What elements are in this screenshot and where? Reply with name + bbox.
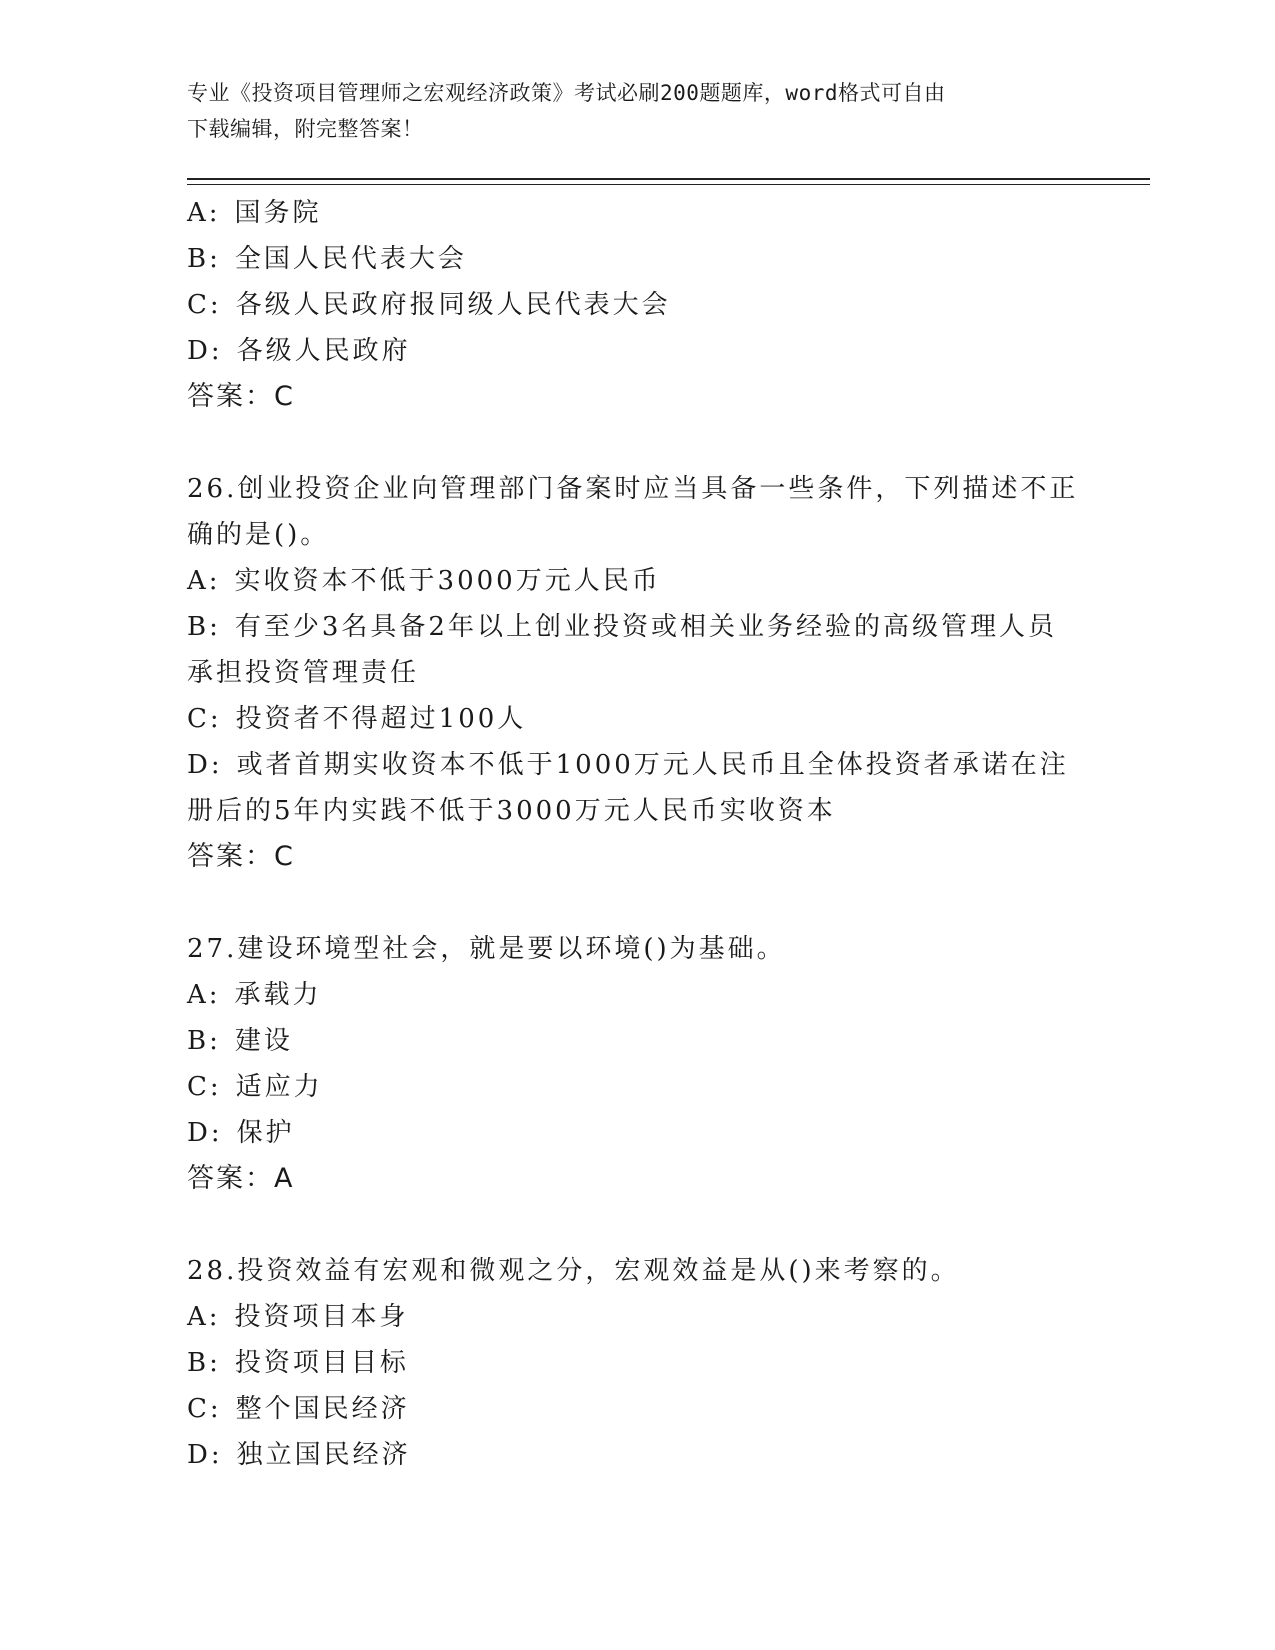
option-d-cont: 册后的5年内实践不低于3000万元人民币实收资本 <box>187 796 836 826</box>
spacer <box>187 880 1087 926</box>
option-d: D: 保护 <box>187 1118 295 1148</box>
answer-line: 答案：C <box>187 381 295 412</box>
header-line-1: 专业《投资项目管理师之宏观经济政策》考试必刷200题题库，word格式可自由 <box>187 81 946 105</box>
question-25-block <box>187 190 1087 420</box>
question-stem-cont: 确的是()。 <box>187 520 330 550</box>
question-stem: 26.创业投资企业向管理部门备案时应当具备一些条件，下列描述不正 <box>187 474 1079 504</box>
answer-line: 答案：C <box>187 841 295 872</box>
option-b-cont: 承担投资管理责任 <box>187 658 420 688</box>
option-a: A: 国务院 <box>187 198 322 228</box>
option-d: D: 独立国民经济 <box>187 1440 411 1470</box>
header-line-2: 下载编辑，附完整答案！ <box>187 117 424 141</box>
spacer <box>187 1202 1087 1248</box>
spacer <box>187 420 1087 466</box>
question-26-block <box>187 466 1087 880</box>
question-28-block <box>187 1248 1087 1478</box>
option-a: A: 投资项目本身 <box>187 1302 409 1332</box>
header-rule-thin <box>187 184 1150 185</box>
header-rule-thick <box>187 178 1150 180</box>
option-c: C: 整个国民经济 <box>187 1394 410 1424</box>
option-b: B: 投资项目目标 <box>187 1348 409 1378</box>
answer-line: 答案：A <box>187 1163 295 1194</box>
option-a: A: 承载力 <box>187 980 322 1010</box>
option-a: A: 实收资本不低于3000万元人民币 <box>187 566 661 596</box>
option-b: B: 有至少3名具备2年以上创业投资或相关业务经验的高级管理人员 <box>187 612 1057 642</box>
question-stem: 28.投资效益有宏观和微观之分，宏观效益是从()来考察的。 <box>187 1256 960 1286</box>
option-d: D: 各级人民政府 <box>187 336 411 366</box>
question-27-block <box>187 926 1087 1202</box>
document-header <box>187 75 1067 147</box>
option-c: C: 投资者不得超过100人 <box>187 704 527 734</box>
question-content <box>187 190 1087 1478</box>
option-c: C: 适应力 <box>187 1072 323 1102</box>
option-c: C: 各级人民政府报同级人民代表大会 <box>187 290 671 320</box>
option-b: B: 全国人民代表大会 <box>187 244 467 274</box>
question-stem: 27.建设环境型社会，就是要以环境()为基础。 <box>187 934 786 964</box>
option-b: B: 建设 <box>187 1026 293 1056</box>
option-d: D: 或者首期实收资本不低于1000万元人民币且全体投资者承诺在注 <box>187 750 1069 780</box>
